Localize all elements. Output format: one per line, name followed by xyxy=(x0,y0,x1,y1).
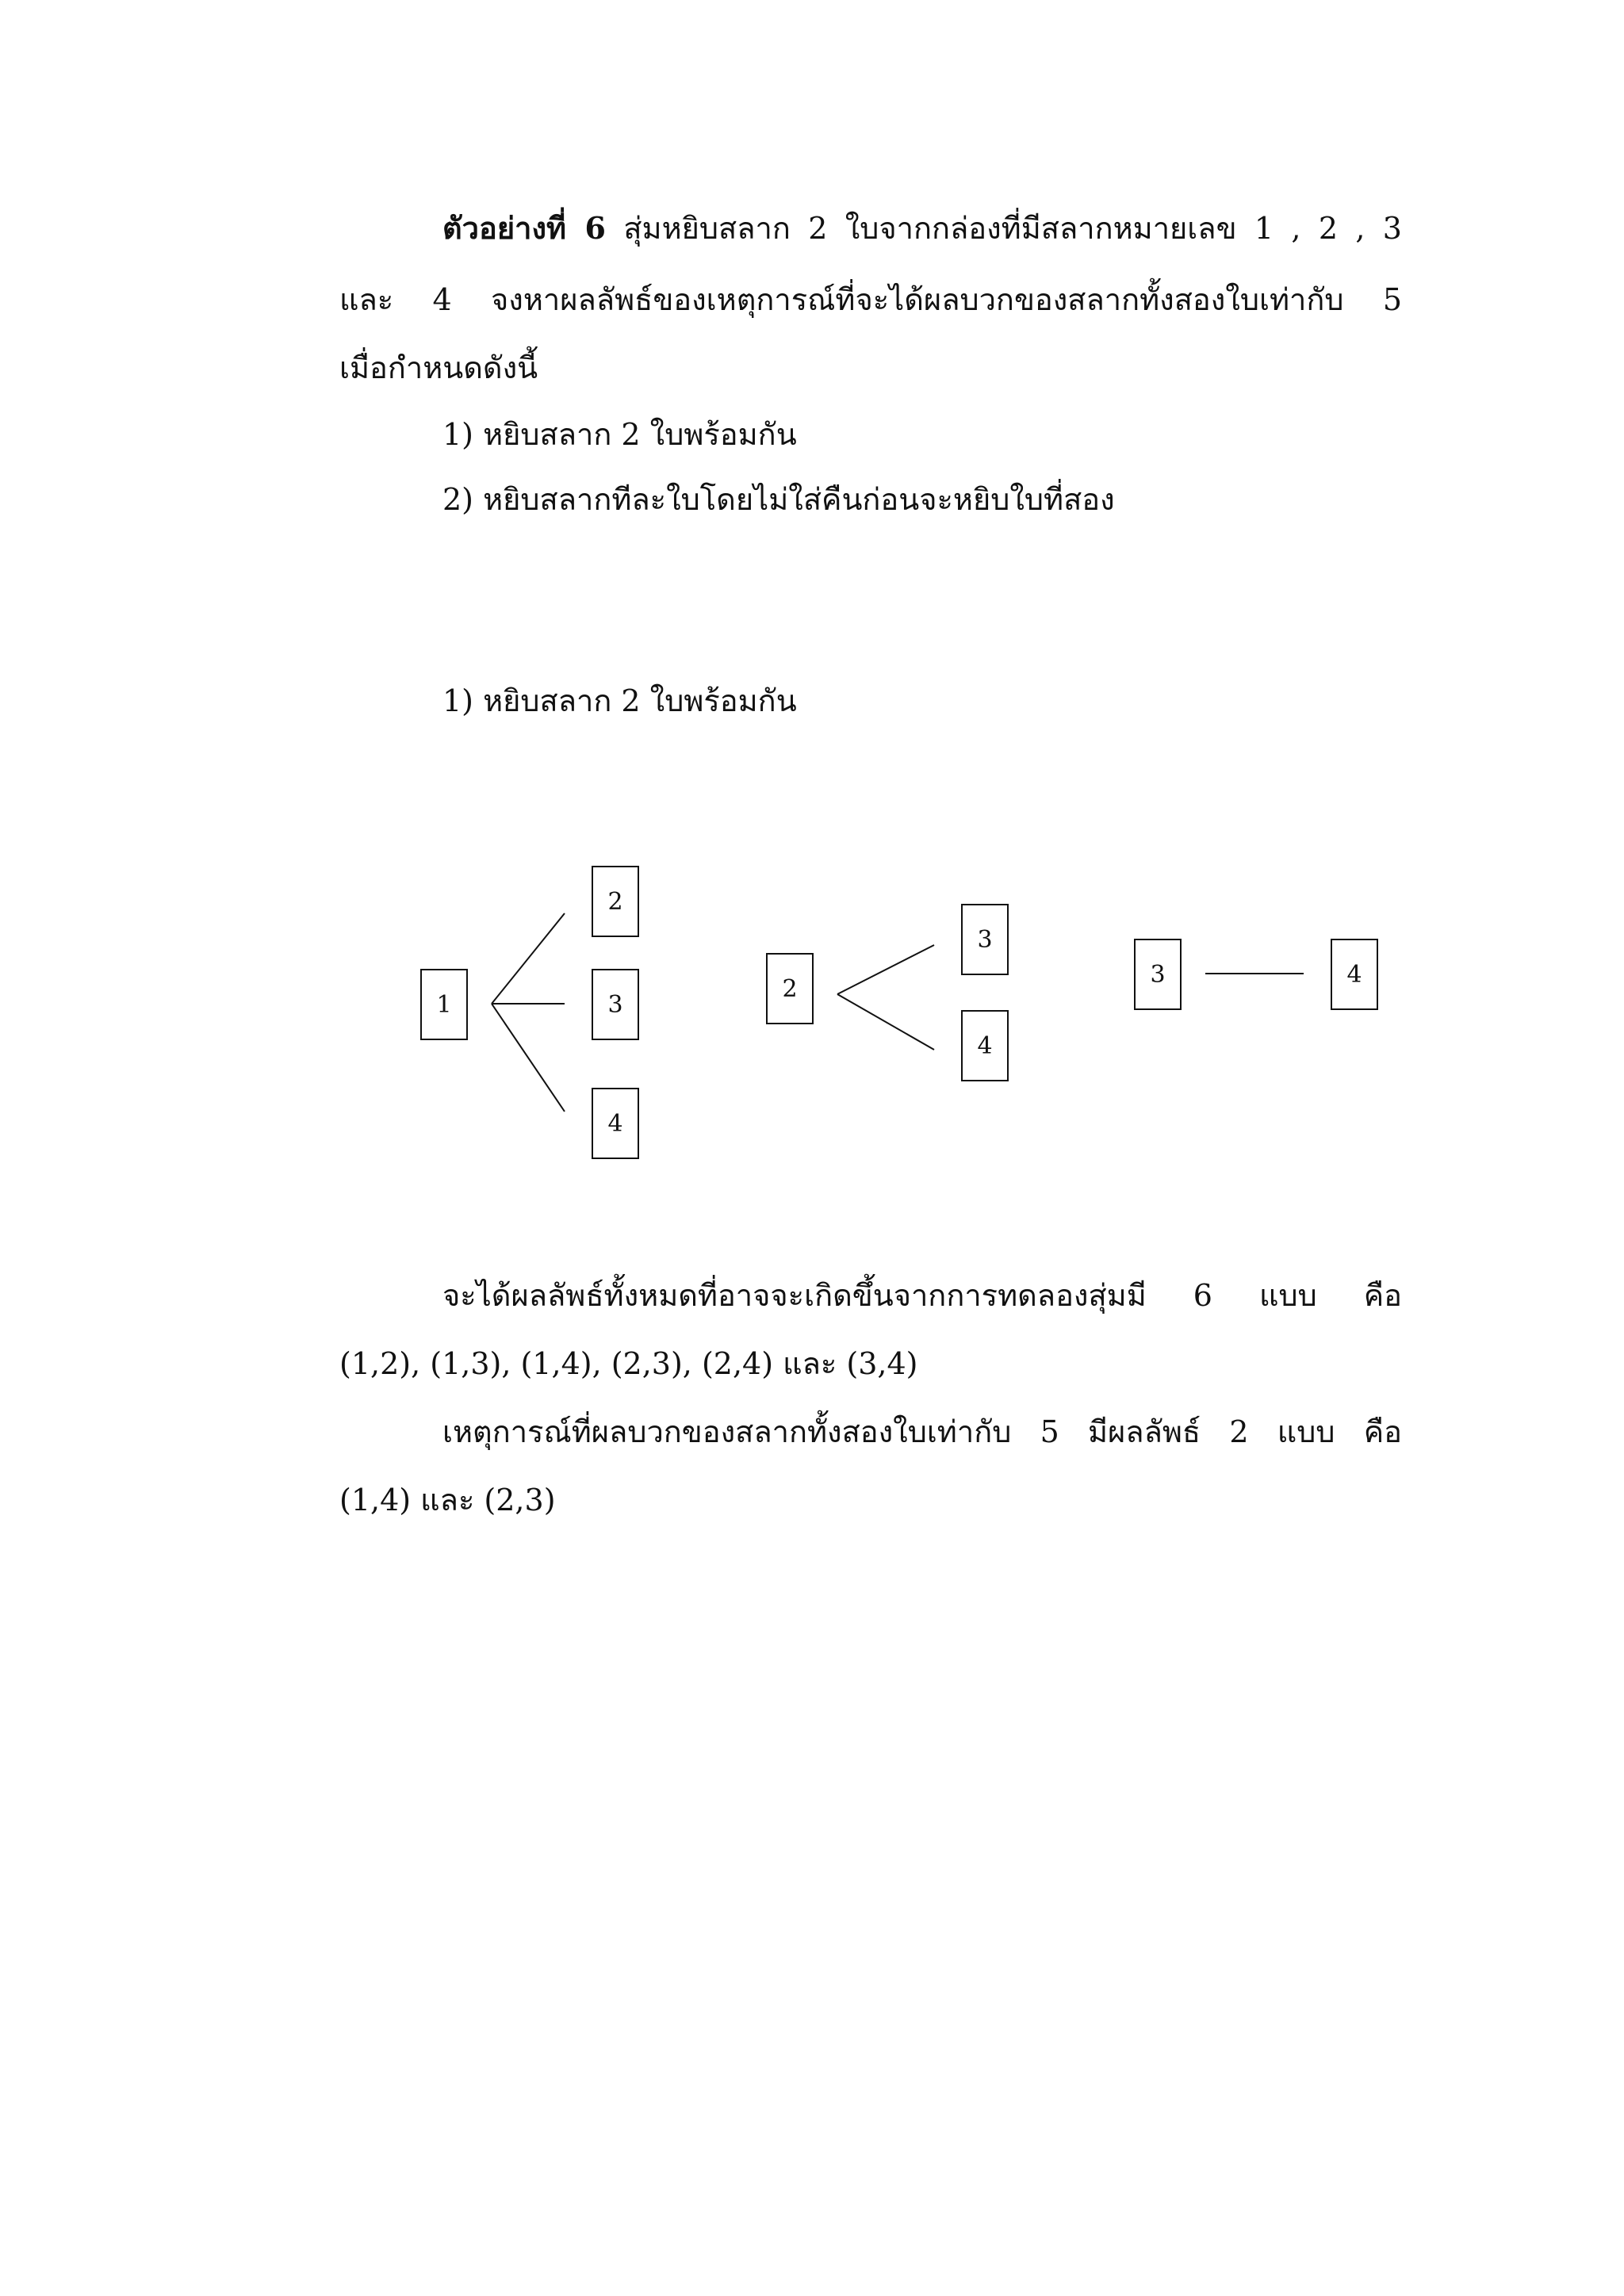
example-line-1 xyxy=(442,208,1402,249)
example-line-3: เมื่อกำหนดดังนี้ xyxy=(339,350,538,385)
tree1-leaf-box: 4 xyxy=(592,1088,639,1159)
tree2-root-box: 2 xyxy=(766,953,814,1024)
tree2-leaf-box: 3 xyxy=(961,904,1009,975)
tree1-root-box: 1 xyxy=(420,969,468,1040)
tree1-leaf-box: 2 xyxy=(592,866,639,937)
tree2-leaf-box: 4 xyxy=(961,1010,1009,1081)
solution-para2-line1: เหตุการณ์ที่ผลบวกของสลากทั้งสองใบเท่ากับ 5 มีผลลัพธ์ 2 แบบ คือ xyxy=(442,1414,1402,1449)
tree1-branch-4 xyxy=(492,1004,565,1112)
example-line-1-text: สุ่มหยิบสลาก 2 ใบจากกล่องที่มีสลากหมายเลข 1 , 2 , 3 xyxy=(623,211,1402,246)
tree2-branch-3 xyxy=(837,945,934,994)
solution-subheading: 1) หยิบสลาก 2 ใบพร้อมกัน xyxy=(442,683,797,718)
tree1-branch-2 xyxy=(492,913,565,1004)
example-heading: ตัวอย่างที่ 6 xyxy=(442,210,606,246)
outcome-tree-diagram xyxy=(0,840,1624,1173)
solution-para1-line2: (1,2), (1,3), (1,4), (2,3), (2,4) และ (3,4) xyxy=(339,1346,918,1381)
solution-para2-line2: (1,4) และ (2,3) xyxy=(339,1483,556,1517)
example-item-1: 1) หยิบสลาก 2 ใบพร้อมกัน xyxy=(442,417,797,452)
tree1-leaf-box: 3 xyxy=(592,969,639,1040)
tree3-root-box: 3 xyxy=(1134,939,1182,1010)
tree3-leaf-box: 4 xyxy=(1331,939,1378,1010)
tree2-branch-4 xyxy=(837,994,934,1050)
example-item-2: 2) หยิบสลากทีละใบโดยไม่ใส่คืนก่อนจะหยิบใบที่สอง xyxy=(442,482,1115,517)
solution-para1-line1: จะได้ผลลัพธ์ทั้งหมดที่อาจจะเกิดขึ้นจากการทดลองสุ่มมี 6 แบบ คือ xyxy=(442,1278,1402,1313)
example-line-2: และ 4 จงหาผลลัพธ์ของเหตุการณ์ที่จะได้ผลบวกของสลากทั้งสองใบเท่ากับ 5 xyxy=(339,282,1402,317)
